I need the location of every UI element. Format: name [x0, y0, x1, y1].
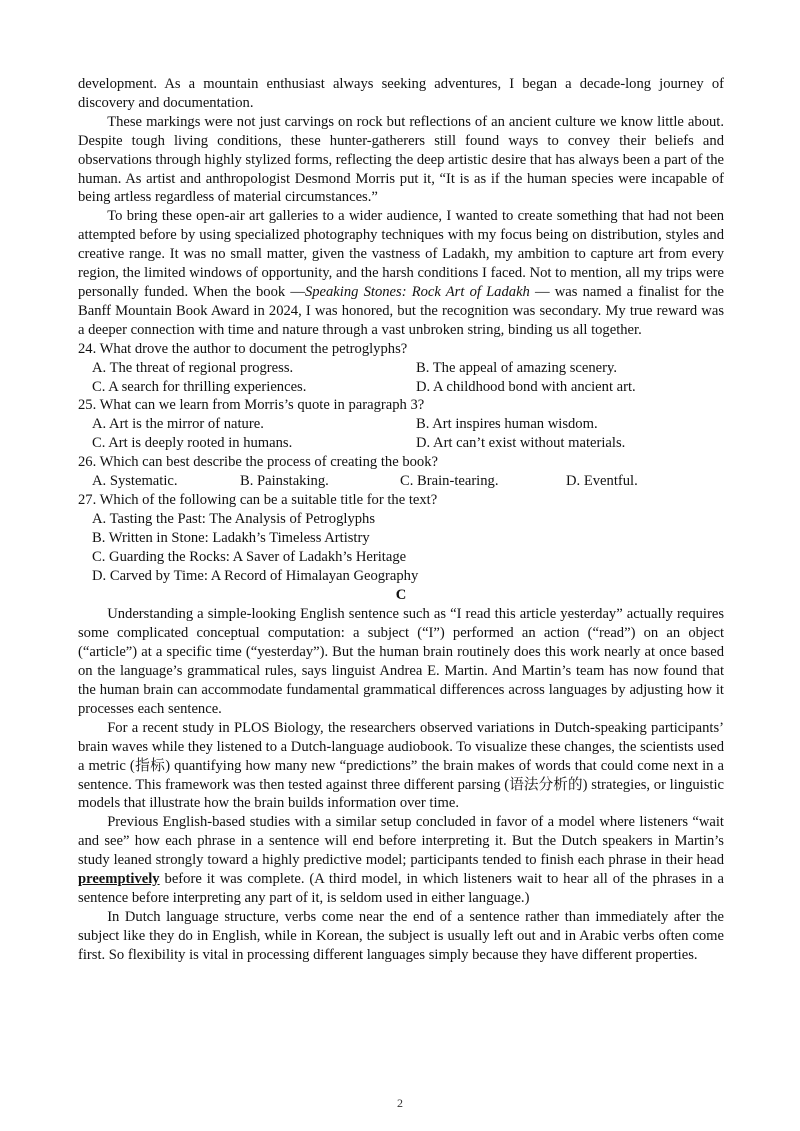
question-25 [78, 396, 724, 453]
option-d[interactable]: D. Art can’t exist without materials. [416, 435, 626, 452]
paragraph-previous-studies [78, 813, 724, 908]
option-b[interactable]: B. Art inspires human wisdom. [416, 416, 598, 433]
option-d[interactable]: D. Carved by Time: A Record of Himalayan Geography [92, 567, 419, 584]
question-27 [78, 491, 724, 586]
paragraph-markings: These markings were not just carvings on rock but reflections of an ancient culture we know little about. Despite tough living conditions, these hunter-gatherers still found ways to convey their beliefs and observations through highly stylized forms, reflecting the deep artistic desire that has always been a part of the human. As artist and anthropologist Desmond Morris put it, “It is as if the human species were incapable of being artless regardless of material circumstances.” [78, 113, 724, 206]
page-number: 2 [397, 1096, 403, 1110]
option-d[interactable]: D. Eventful. [566, 473, 638, 490]
paragraph-previous-text-a: Previous English-based studies with a similar setup concluded in favor of a model where listeners “wait and see” how each phrase in a sentence will end before interpreting it. But the Dutch speakers in Martin’s study leaned strongly toward a highly predictive model; participants tended to finish each phrase in their head [78, 814, 724, 869]
question-stem: 25. What can we learn from Morris’s quote in paragraph 3? [78, 397, 425, 414]
paragraph-development: development. As a mountain enthusiast always seeking adventures, I began a decade-long journey of discovery and documentation. [78, 76, 724, 111]
option-c[interactable]: C. Brain-tearing. [400, 473, 499, 490]
paragraph-galleries-text-b: — was named a finalist for the Banff Mountain Book Award in 2024, I was honored, but the recognition was secondary. My true reward was a deeper connection with time and nature through a vast unbroken string, binding us all together. [78, 283, 724, 338]
option-a[interactable]: A. The threat of regional progress. [92, 359, 294, 376]
option-c[interactable]: C. Art is deeply rooted in humans. [92, 435, 293, 452]
paragraph-galleries [78, 207, 724, 339]
paragraph-previous-text-b: before it was complete. (A third model, in which listeners wait to hear all of the phrases in a sentence before interpreting any part of it, is seldom used in either language.) [78, 871, 724, 906]
paragraph-dutch-structure: In Dutch language structure, verbs come near the end of a sentence rather than immediately after the subject like they do in English, while in Korean, the subject is usually left out and in Arabic verbs often come first. So flexibility is vital in processing different languages simply because they have different properties. [78, 908, 724, 963]
option-b[interactable]: B. Written in Stone: Ladakh’s Timeless Artistry [92, 529, 370, 546]
question-stem: 24. What drove the author to document the petroglyphs? [78, 340, 408, 357]
question-stem: 27. Which of the following can be a suitable title for the text? [78, 491, 438, 508]
paragraph-understanding: Understanding a simple-looking English sentence such as “I read this article yesterday” actually requires some complicated conceptual computation: a subject (“I”) performed an action (“read”) on an object (“article”) at a specific time (“yesterday”). But the human brain routinely does this work nearly at once based on the language’s grammatical rules, says linguist Andrea E. Martin. And Martin’s team has now found that the human brain can accommodate fundamental grammatical differences across languages by adjusting how it processes each sentence. [78, 606, 724, 717]
option-d[interactable]: D. A childhood bond with ancient art. [416, 378, 636, 395]
option-a[interactable]: A. Systematic. [92, 473, 178, 490]
option-c[interactable]: C. Guarding the Rocks: A Saver of Ladakh’s Heritage [92, 548, 407, 565]
option-b[interactable]: B. The appeal of amazing scenery. [416, 359, 617, 376]
page-content [78, 75, 724, 965]
option-a[interactable]: A. Tasting the Past: The Analysis of Petroglyphs [92, 510, 376, 527]
book-title: Speaking Stones: Rock Art of Ladakh [304, 283, 530, 300]
section-title-c: C [395, 587, 407, 604]
question-26 [78, 453, 724, 491]
question-24 [78, 340, 724, 397]
underlined-word: preemptively [78, 871, 160, 888]
option-a[interactable]: A. Art is the mirror of nature. [92, 416, 264, 433]
paragraph-galleries-text-a: To bring these open-air art galleries to a wider audience, I wanted to create something that had not been attempted before by using specialized photography techniques with my focus being on distribution, styles and creative range. It was no small matter, given the vastness of Ladakh, my ambition to capture art from every region, the limited windows of opportunity, and the harsh conditions I faced. Not to mention, all my trips were personally funded. When the book — [78, 208, 724, 300]
option-b[interactable]: B. Painstaking. [240, 473, 329, 490]
paragraph-recent-study: For a recent study in PLOS Biology, the researchers observed variations in Dutch-speaking participants’ brain waves while they listened to a Dutch-language audiobook. To visualize these changes, the scientists used a metric (指标) quantifying how many new “predictions” the brain makes of words that could come next in a sentence. This framework was then tested against three different parsing (语法分析的) strategies, or linguistic models that illustrate how the brain builds information over time. [78, 719, 724, 812]
option-c[interactable]: C. A search for thrilling experiences. [92, 378, 307, 395]
question-stem: 26. Which can best describe the process of creating the book? [78, 454, 438, 471]
